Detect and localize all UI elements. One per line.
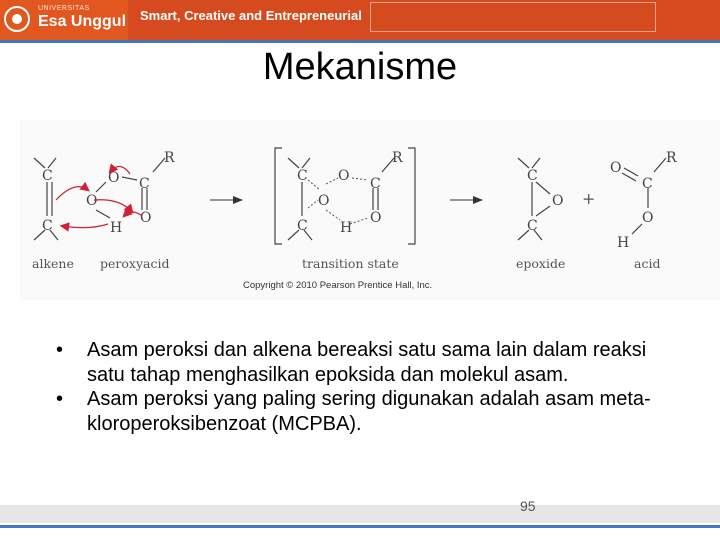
tagline: Smart, Creative and Entrepreneurial [140, 8, 362, 23]
peroxyacid-bonds [96, 158, 165, 218]
alkene-c2: C [42, 218, 53, 234]
brand-name: Esa Unggul [38, 13, 127, 30]
reaction-diagram-svg [20, 120, 720, 300]
acid-c: C [642, 176, 653, 192]
acid-o2: O [642, 210, 654, 226]
epoxide-o: O [552, 193, 564, 209]
electron-push-arrows [56, 166, 142, 227]
transition-r: R [392, 150, 403, 166]
transition-o3: O [370, 210, 382, 226]
label-alkene: alkene [32, 256, 74, 271]
bullet-text: Asam peroksi yang paling sering digunakan adalah asam meta-kloroperoksibenzoat (MCPBA). [87, 388, 651, 435]
page-number: 95 [520, 498, 536, 514]
bullet-text: Asam peroksi dan alkena bereaksi satu sama lain dalam reaksi satu tahap menghasilkan epoksida dan molekul asam. [87, 339, 647, 386]
bullet-dot-icon: • [56, 388, 64, 410]
peroxyacid-c: C [139, 176, 150, 192]
transition-partial-bonds [308, 178, 368, 224]
peroxyacid-h: H [110, 220, 123, 236]
label-transition-state: transition state [302, 256, 399, 271]
peroxyacid-o2: O [86, 193, 98, 209]
epoxide-c1: C [527, 168, 538, 184]
acid-h: H [617, 235, 630, 251]
acid-r: R [666, 150, 677, 166]
reaction-diagram [20, 120, 720, 300]
epoxide-c2: C [527, 218, 538, 234]
slide-title: Mekanisme [262, 46, 458, 88]
label-peroxyacid: peroxyacid [100, 256, 170, 271]
plus-sign: + [582, 189, 596, 208]
acid-o1: O [610, 160, 622, 176]
bullet-item [56, 338, 666, 387]
transition-c2: C [297, 218, 308, 234]
label-epoxide: epoxide [516, 256, 566, 271]
transition-h: H [340, 220, 353, 236]
transition-c3: C [370, 176, 381, 192]
header-bar [0, 0, 720, 40]
copyright-text: Copyright © 2010 Pearson Prentice Hall, Inc. [243, 280, 433, 291]
peroxyacid-o1: O [108, 170, 120, 186]
transition-c1: C [297, 168, 308, 184]
transition-o1: O [338, 168, 350, 184]
peroxyacid-o3: O [140, 210, 152, 226]
transition-o2: O [318, 193, 330, 209]
alkene-c1: C [42, 168, 53, 184]
label-acid: acid [634, 256, 661, 271]
bullet-item [56, 387, 666, 436]
footer-bar [0, 497, 720, 527]
brand-small-text: UNIVERSITAS [38, 5, 90, 12]
header-divider [0, 40, 720, 43]
peroxyacid-r: R [164, 150, 175, 166]
university-logo-icon [4, 6, 30, 32]
header-decor-rect [370, 2, 656, 32]
slide-body [56, 338, 666, 436]
bullet-dot-icon: • [56, 339, 64, 361]
brand-box [0, 0, 128, 40]
